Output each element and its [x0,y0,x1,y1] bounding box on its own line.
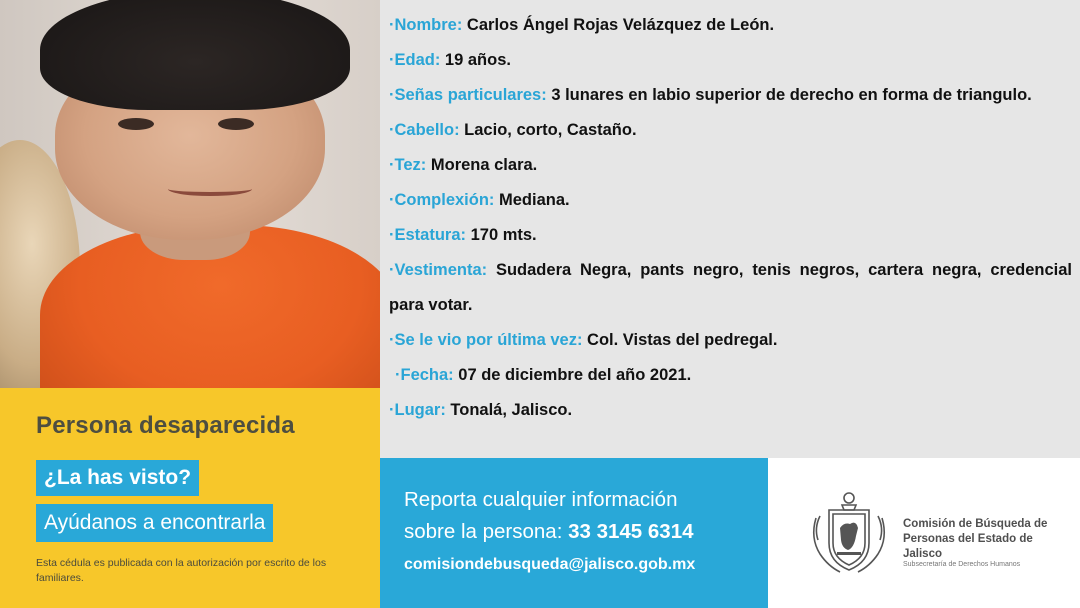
missing-person-photo [0,0,380,388]
banner-title: Persona desaparecida [36,412,295,439]
report-line-1: Reporta cualquier información [404,488,678,511]
contact-panel [380,458,768,608]
report-line-2: sobre la persona: 33 3145 6314 [404,520,694,543]
contact-email: comisiondebusqueda@jalisco.gob.mx [404,556,696,573]
detail-hair: ·Cabello: Lacio, corto, Castaño. [389,121,637,139]
organization-subtitle: Subsecretaría de Derechos Humanos [903,561,1021,568]
detail-marks: ·Señas particulares: 3 lunares en labio superior de derecho en forma de triangulo. [389,86,1032,104]
organization-name: Comisión de Búsqueda de Personas del Estado de Jalisco [903,518,1048,560]
detail-age: ·Edad: 19 años. [389,51,511,69]
detail-date: ·Fecha: 07 de diciembre del año 2021. [395,366,692,384]
detail-skin: ·Tez: Morena clara. [389,156,538,174]
jalisco-seal-icon [804,488,894,578]
phone-number: 33 3145 6314 [568,520,694,543]
detail-height: ·Estatura: 170 mts. [389,226,537,244]
seen-question-badge: ¿La has visto? [36,460,199,496]
detail-clothing: ·Vestimenta: Sudadera Negra, pants negro, tenis negros, cartera negra, credencial para votar. [389,261,1072,314]
detail-name: ·Nombre: Carlos Ángel Rojas Velázquez de León. [389,16,775,34]
detail-place: ·Lugar: Tonalá, Jalisco. [389,401,573,419]
help-find-badge: Ayúdanos a encontrarla [36,504,273,542]
organization-panel [768,458,1080,608]
detail-last-seen: ·Se le vio por última vez: Col. Vistas del pedregal. [389,331,778,349]
authorization-note: Esta cédula es publicada con la autorización por escrito de los familiares. [36,557,327,584]
missing-banner [0,388,380,608]
person-details [380,0,1080,458]
detail-build: ·Complexión: Mediana. [389,191,570,209]
